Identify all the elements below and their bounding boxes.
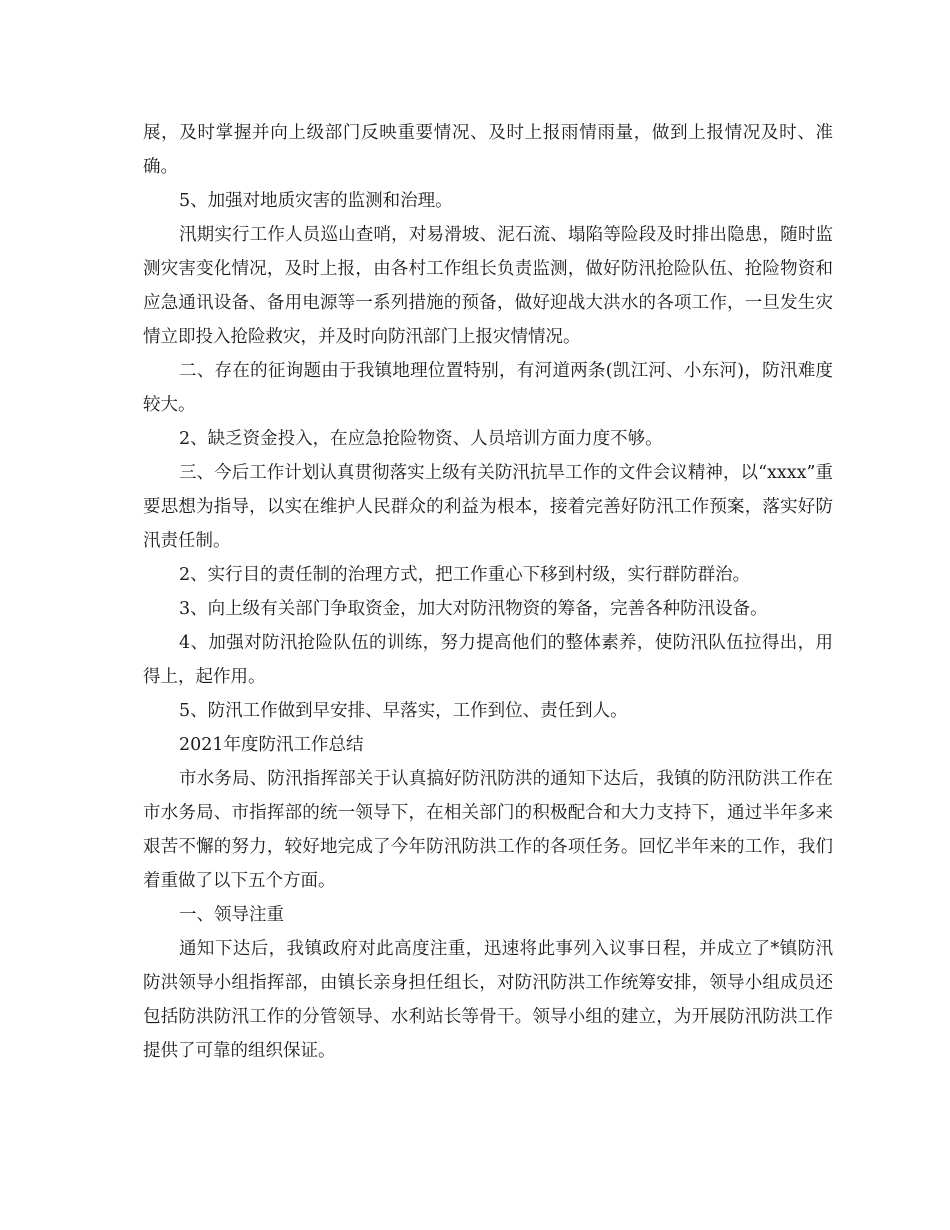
paragraph-8: 3、向上级有关部门争取资金，加大对防汛物资的筹备，完善各种防汛设备。 <box>179 599 768 619</box>
paragraph-3: 汛期实行工作人员巡山查哨，对易滑坡、泥石流、塌陷等险段及时排出隐患，随时监测灾害变化情况，及时上报，由各村工作组长负责监测，做好防汛抢险队伍、抢险物资和应急通讯设备、备用电源等一系列措施的预备，做好迎战大洪水的各项工作，一旦发生灾情立即投入抢险救灾，并及时向防汛部门上报灾情情况。 <box>143 225 833 347</box>
paragraph-7: 2、实行目的责任制的治理方式，把工作重心下移到村级，实行群防群治。 <box>179 565 751 585</box>
paragraph-5: 2、缺乏资金投入，在应急抢险物资、人员培训方面力度不够。 <box>179 429 663 449</box>
paragraph-10: 5、防汛工作做到早安排、早落实，工作到位、责任到人。 <box>179 701 628 721</box>
section-title: 2021年度防汛工作总结 <box>179 735 364 755</box>
paragraph-4: 二、存在的征询题由于我镇地理位置特别，有河道两条(凯江河、小东河)，防汛难度较大。 <box>143 361 833 415</box>
paragraph-2: 5、加强对地质灾害的监测和治理。 <box>179 191 453 211</box>
paragraph-9: 4、加强对防汛抢险队伍的训练，努力提高他们的整体素养，使防汛队伍拉得出，用得上，起作用。 <box>143 633 833 687</box>
paragraph-1: 展，及时掌握并向上级部门反映重要情况、及时上报雨情雨量，做到上报情况及时、准确。 <box>143 123 833 177</box>
paragraph-14: 通知下达后，我镇政府对此高度注重，迅速将此事列入议事日程，并成立了*镇防汛防洪领导小组指挥部，由镇长亲身担任组长，对防汛防洪工作统筹安排，领导小组成员还包括防洪防汛工作的分管领导、水利站长等骨干。领导小组的建立，为开展防汛防洪工作提供了可靠的组织保证。 <box>143 939 833 1061</box>
document-body <box>143 116 833 1068</box>
heading-leadership: 一、领导注重 <box>179 905 284 925</box>
paragraph-6: 三、今后工作计划认真贯彻落实上级有关防汛抗旱工作的文件会议精神，以“xxxx”重要思想为指导，以实在维护人民群众的利益为根本，接着完善好防汛工作预案，落实好防汛责任制。 <box>143 463 833 551</box>
paragraph-12: 市水务局、防汛指挥部关于认真搞好防汛防洪的通知下达后，我镇的防汛防洪工作在市水务局、市指挥部的统一领导下，在相关部门的积极配合和大力支持下，通过半年多来艰苦不懈的努力，较好地完成了今年防汛防洪工作的各项任务。回忆半年来的工作，我们着重做了以下五个方面。 <box>143 769 833 891</box>
